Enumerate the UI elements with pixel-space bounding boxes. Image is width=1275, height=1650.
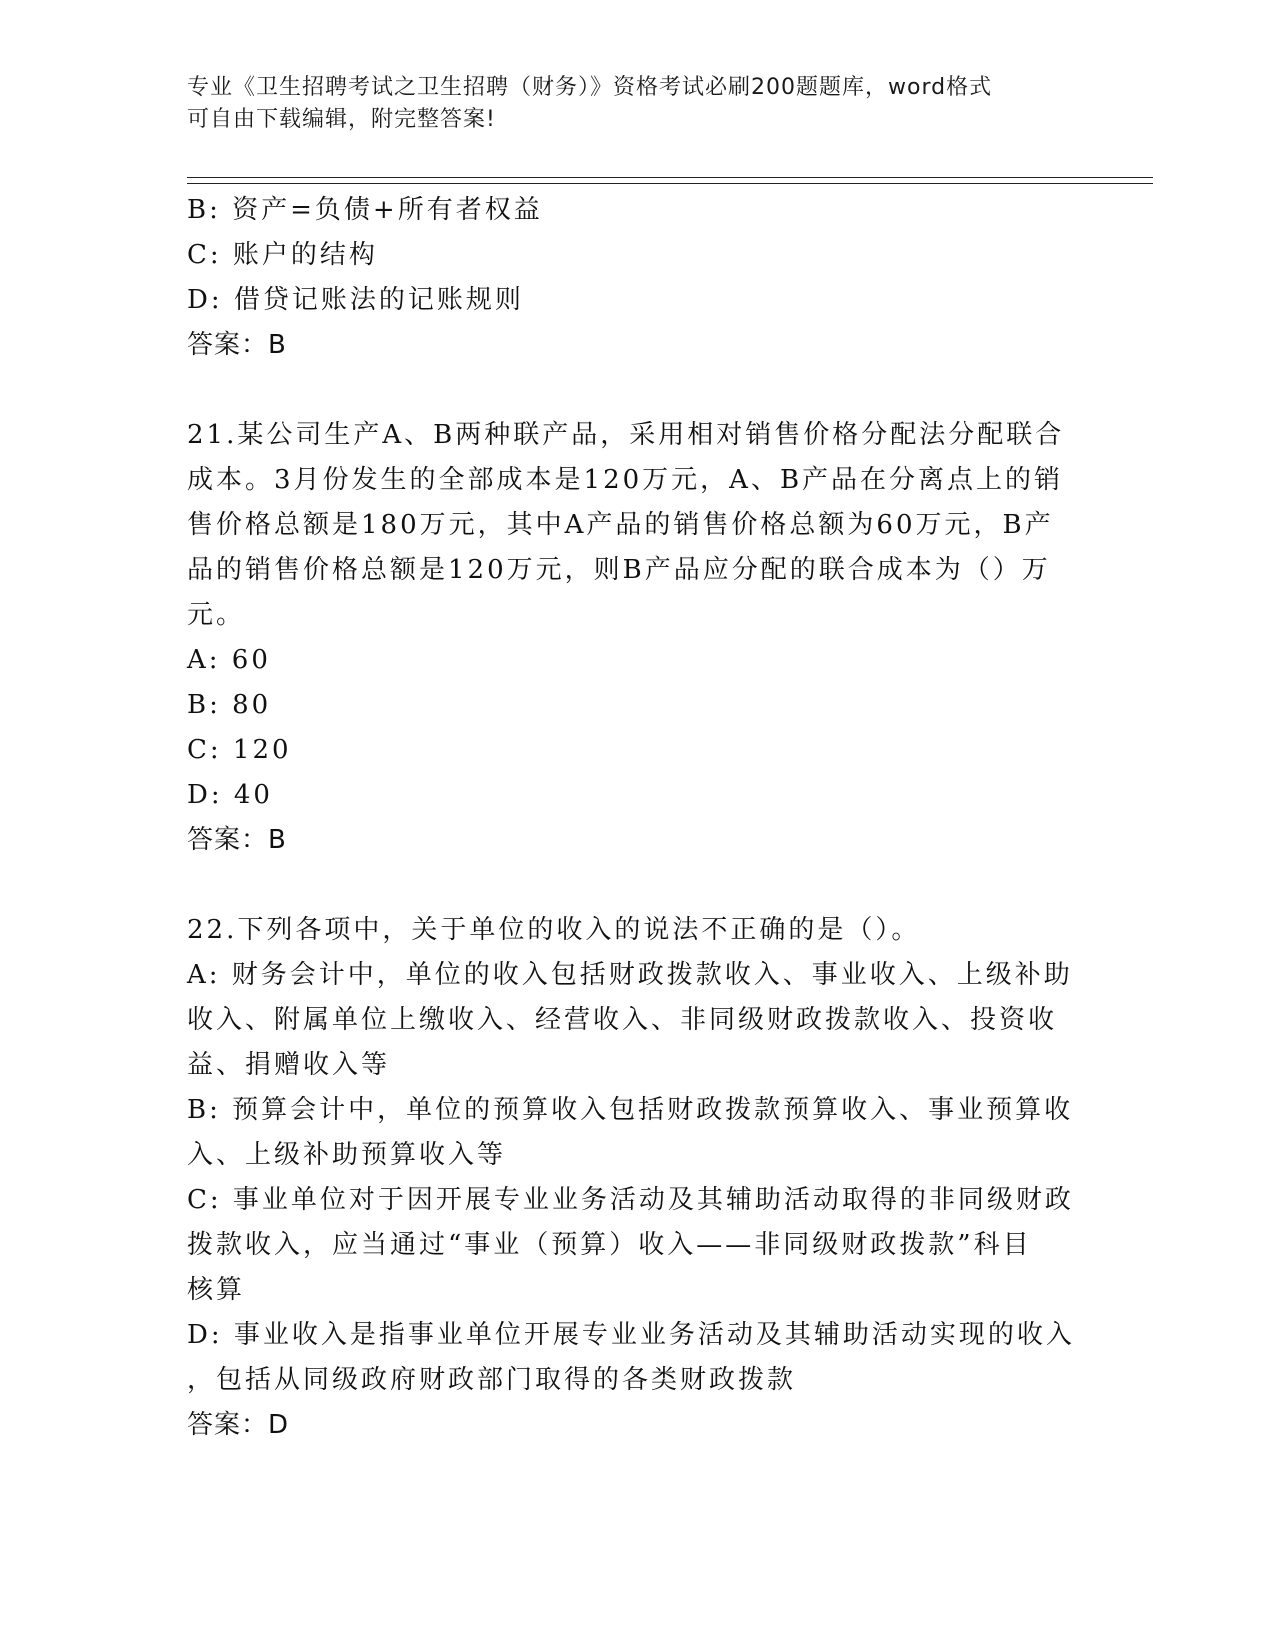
question-22-option-line-10: ，包括从同级政府财政部门取得的各类财政拨款: [187, 1365, 797, 1395]
document-body: [187, 188, 1087, 1448]
question-21-option-d: D: 40: [187, 780, 273, 810]
question-21-option-b: B: 80: [187, 690, 272, 720]
prev-question-answer: 答案：B: [187, 330, 287, 360]
spacer: [187, 368, 1087, 413]
question-21-line-1: 21.某公司生产A、B两种联产品，采用相对销售价格分配法分配联合: [187, 420, 1065, 450]
question-22-option-line-8: 核算: [187, 1275, 246, 1305]
question-22-answer: 答案：D: [187, 1410, 290, 1440]
option-c: C: 账户的结构: [187, 240, 378, 270]
question-21-line-2: 成本。3月份发生的全部成本是120万元，A、B产品在分离点上的销: [187, 465, 1064, 495]
header-line-1: 专业《卫生招聘考试之卫生招聘（财务）》资格考试必刷200题题库，word格式: [187, 75, 993, 100]
document-header: [187, 72, 1067, 136]
question-21-line-3: 售价格总额是180万元，其中A产品的销售价格总额为60万元，B产: [187, 510, 1054, 540]
question-22-option-line-1: A: 财务会计中，单位的收入包括财政拨款收入、事业收入、上级补助: [187, 960, 1073, 990]
prev-question-options: [187, 188, 1087, 323]
question-21-line-5: 元。: [187, 600, 246, 630]
option-d: D: 借贷记账法的记账规则: [187, 285, 524, 315]
question-22-option-line-4: B: 预算会计中，单位的预算收入包括财政拨款预算收入、事业预算收: [187, 1095, 1074, 1125]
question-21-option-c: C: 120: [187, 735, 292, 765]
question-22-option-line-3: 益、捐赠收入等: [187, 1050, 391, 1080]
question-22-option-line-7: 拨款收入，应当通过“事业（预算）收入——非同级财政拨款”科目: [187, 1230, 1032, 1260]
header-rule-top: [187, 177, 1153, 178]
question-21-option-a: A: 60: [187, 645, 271, 675]
question-21: [187, 413, 1087, 863]
question-22-option-line-9: D: 事业收入是指事业单位开展专业业务活动及其辅助活动实现的收入: [187, 1320, 1075, 1350]
question-22: [187, 908, 1087, 1448]
question-21-line-4: 品的销售价格总额是120万元，则B产品应分配的联合成本为（）万: [187, 555, 1051, 585]
option-b: B: 资产=负债+所有者权益: [187, 195, 543, 225]
question-21-answer: 答案：B: [187, 825, 287, 855]
question-22-stem: 22.下列各项中，关于单位的收入的说法不正确的是（）。: [187, 915, 921, 945]
header-rule-bottom: [187, 183, 1153, 184]
question-22-option-line-6: C: 事业单位对于因开展专业业务活动及其辅助活动取得的非同级财政: [187, 1185, 1074, 1215]
question-22-option-line-2: 收入、附属单位上缴收入、经营收入、非同级财政拨款收入、投资收: [187, 1005, 1058, 1035]
question-22-option-line-5: 入、上级补助预算收入等: [187, 1140, 507, 1170]
header-line-2: 可自由下载编辑，附完整答案!: [187, 107, 496, 132]
spacer: [187, 863, 1087, 908]
